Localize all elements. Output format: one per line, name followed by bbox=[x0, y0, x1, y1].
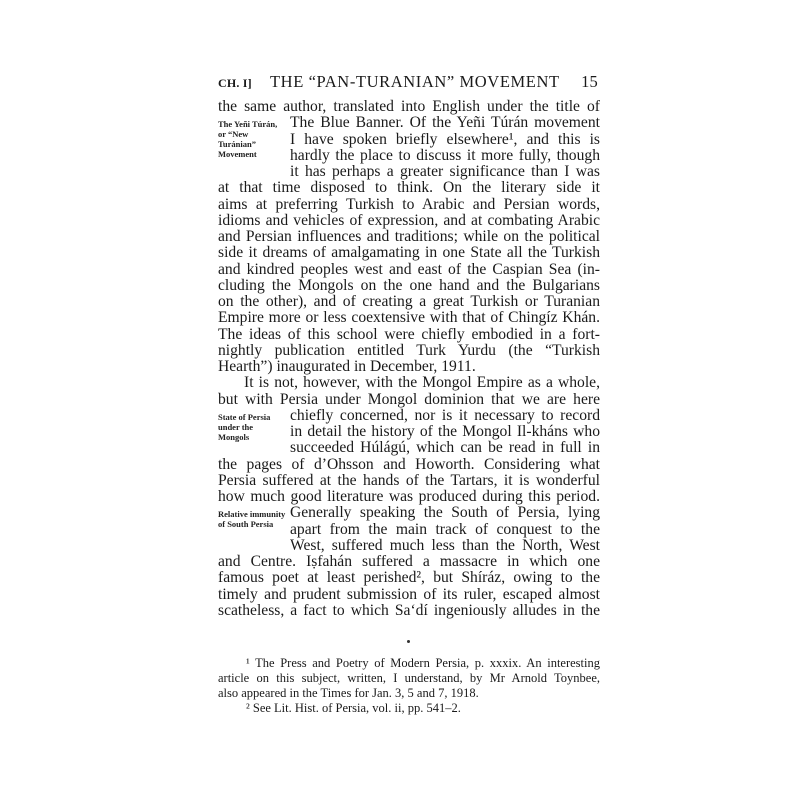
sidenote-state-of-persia: State of Persia under the Mongols bbox=[218, 411, 271, 442]
footnote-line: ¹ The Press and Poetry of Modern Persia, p. xxxix. An interesting bbox=[246, 656, 600, 670]
text-line: it has perhaps a greater significance than I was bbox=[290, 163, 600, 180]
text-line: chiefly concerned, nor is it necessary to record bbox=[290, 406, 600, 424]
sidenote-yeni-turan: The Yeñi Túrán, or “New Turánian” Movement bbox=[218, 119, 278, 160]
text-line: at that time disposed to think. On the literary side it bbox=[218, 179, 600, 197]
chapter-label: CH. I] bbox=[218, 76, 252, 90]
printer-dot bbox=[407, 640, 410, 643]
text-line: hardly the place to discuss it more fully, though bbox=[290, 146, 600, 164]
text-line: Empire more or less coextensive with that of Chingíz Khán. bbox=[218, 309, 600, 327]
text-line: The Blue Banner. Of the Yeñi Túrán movement bbox=[290, 114, 600, 132]
text-line: famous poet at least perished², but Shíráz, owing to the bbox=[218, 569, 600, 587]
footnote-2 bbox=[218, 701, 600, 716]
text-line: Generally speaking the South of Persia, lying bbox=[290, 504, 600, 522]
page-number: 15 bbox=[581, 72, 598, 91]
text-line: the pages of d’Ohsson and Howorth. Considering what bbox=[218, 455, 600, 473]
text-line: West, suffered much less than the North, West bbox=[290, 536, 600, 554]
text-line: apart from the main track of conquest to the bbox=[290, 520, 600, 538]
running-title: THE “PAN-TURANIAN” MOVEMENT bbox=[270, 72, 560, 91]
text-line: Hearth”) inaugurated in December, 1911. bbox=[218, 358, 476, 375]
text-line: the same author, translated into English under the title of bbox=[218, 98, 600, 115]
text-line: and Centre. Iṣfahán suffered a massacre in which one bbox=[218, 553, 600, 570]
footnote-line: article on this subject, written, I understand, by Mr Arnold Toynbee, bbox=[218, 671, 600, 685]
text-line: timely and prudent submission of its ruler, escaped almost bbox=[218, 585, 600, 603]
sidenote-relative-immunity: Relative immunity of South Persia bbox=[218, 509, 286, 530]
text-line: The ideas of this school were chiefly embodied in a fort- bbox=[218, 325, 600, 343]
footnote-line: ² See Lit. Hist. of Persia, vol. ii, pp. 541–2. bbox=[246, 701, 461, 715]
footnote-1 bbox=[218, 656, 600, 701]
text-line: and kindred peoples west and east of the Caspian Sea (in- bbox=[218, 260, 600, 278]
text-line: on the other), and of creating a great Turkish or Turanian bbox=[218, 293, 600, 310]
footnotes bbox=[218, 656, 600, 716]
text-line: how much good literature was produced during this period. bbox=[218, 488, 600, 505]
text-line: idioms and vehicles of expression, and at combating Arabic bbox=[218, 211, 600, 229]
text-line: but with Persia under Mongol dominion that we are here bbox=[218, 390, 600, 408]
text-line: I have spoken briefly elsewhere¹, and this is bbox=[290, 130, 600, 148]
text-line: cluding the Mongols on the one hand and the Bulgarians bbox=[218, 276, 600, 294]
text-line: nightly publication entitled Turk Yurdu (the “Turkish bbox=[218, 341, 600, 359]
text-line: and Persian influences and traditions; while on the political bbox=[218, 228, 600, 245]
text-line: scatheless, a fact to which Sa‘dí ingeniously alludes in the bbox=[218, 601, 600, 619]
running-head bbox=[218, 72, 600, 94]
text-line: It is not, however, with the Mongol Empire as a whole, bbox=[244, 374, 600, 392]
text-line: aims at preferring Turkish to Arabic and Persian words, bbox=[218, 195, 600, 213]
footnote-line: also appeared in the Times for Jan. 3, 5 and 7, 1918. bbox=[218, 686, 479, 700]
text-line: succeeded Húlágú, which can be read in full in bbox=[290, 439, 600, 457]
text-line: Persia suffered at the hands of the Tartars, it is wonderful bbox=[218, 471, 600, 489]
text-line: in detail the history of the Mongol Il-kháns who bbox=[290, 423, 600, 440]
text-line: side it dreams of amalgamating in one State all the Turkish bbox=[218, 244, 600, 262]
